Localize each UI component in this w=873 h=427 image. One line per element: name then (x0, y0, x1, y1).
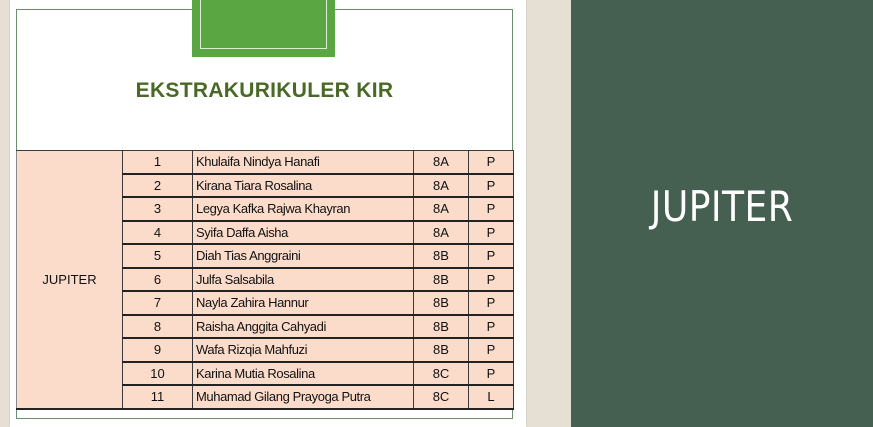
member-name: Julfa Salsabila (193, 268, 414, 292)
member-gender: P (469, 268, 514, 292)
row-number: 10 (123, 362, 193, 386)
member-name: Khulaifa Nindya Hanafi (193, 151, 414, 174)
member-gender: P (469, 221, 514, 245)
member-gender: L (469, 385, 514, 409)
member-table-body (17, 151, 514, 409)
member-gender: P (469, 197, 514, 221)
row-number: 5 (123, 244, 193, 268)
member-class: 8C (414, 362, 469, 386)
row-number: 9 (123, 338, 193, 362)
green-header-tab-border (200, 0, 327, 49)
member-name: Karina Mutia Rosalina (193, 362, 414, 386)
member-class: 8B (414, 291, 469, 315)
member-name: Nayla Zahira Hannur (193, 291, 414, 315)
table-row (17, 151, 514, 174)
row-number: 1 (123, 151, 193, 174)
document-title: EKSTRAKURIKULER KIR (135, 79, 394, 102)
row-number: 2 (123, 174, 193, 198)
member-name: Legya Kafka Rajwa Khayran (193, 197, 414, 221)
member-name: Muhamad Gilang Prayoga Putra (193, 385, 414, 409)
group-label: JUPITER (17, 151, 123, 409)
row-number: 7 (123, 291, 193, 315)
row-number: 8 (123, 315, 193, 339)
member-gender: P (469, 244, 514, 268)
member-gender: P (469, 174, 514, 198)
member-gender: P (469, 151, 514, 174)
member-class: 8B (414, 268, 469, 292)
member-name: Diah Tias Anggraini (193, 244, 414, 268)
row-number: 4 (123, 221, 193, 245)
row-number: 6 (123, 268, 193, 292)
member-gender: P (469, 362, 514, 386)
member-class: 8A (414, 151, 469, 174)
member-gender: P (469, 291, 514, 315)
member-gender: P (469, 338, 514, 362)
row-number: 11 (123, 385, 193, 409)
member-gender: P (469, 315, 514, 339)
member-class: 8A (414, 197, 469, 221)
member-class: 8A (414, 174, 469, 198)
row-number: 3 (123, 197, 193, 221)
member-table (16, 150, 514, 410)
member-class: 8B (414, 315, 469, 339)
member-name: Raisha Anggita Cahyadi (193, 315, 414, 339)
member-class: 8B (414, 338, 469, 362)
member-class: 8A (414, 221, 469, 245)
member-name: Syifa Daffa Aisha (193, 221, 414, 245)
member-name: Kirana Tiara Rosalina (193, 174, 414, 198)
member-class: 8B (414, 244, 469, 268)
member-name: Wafa Rizqia Mahfuzi (193, 338, 414, 362)
slide-title: JUPITER (650, 182, 794, 231)
member-class: 8C (414, 385, 469, 409)
